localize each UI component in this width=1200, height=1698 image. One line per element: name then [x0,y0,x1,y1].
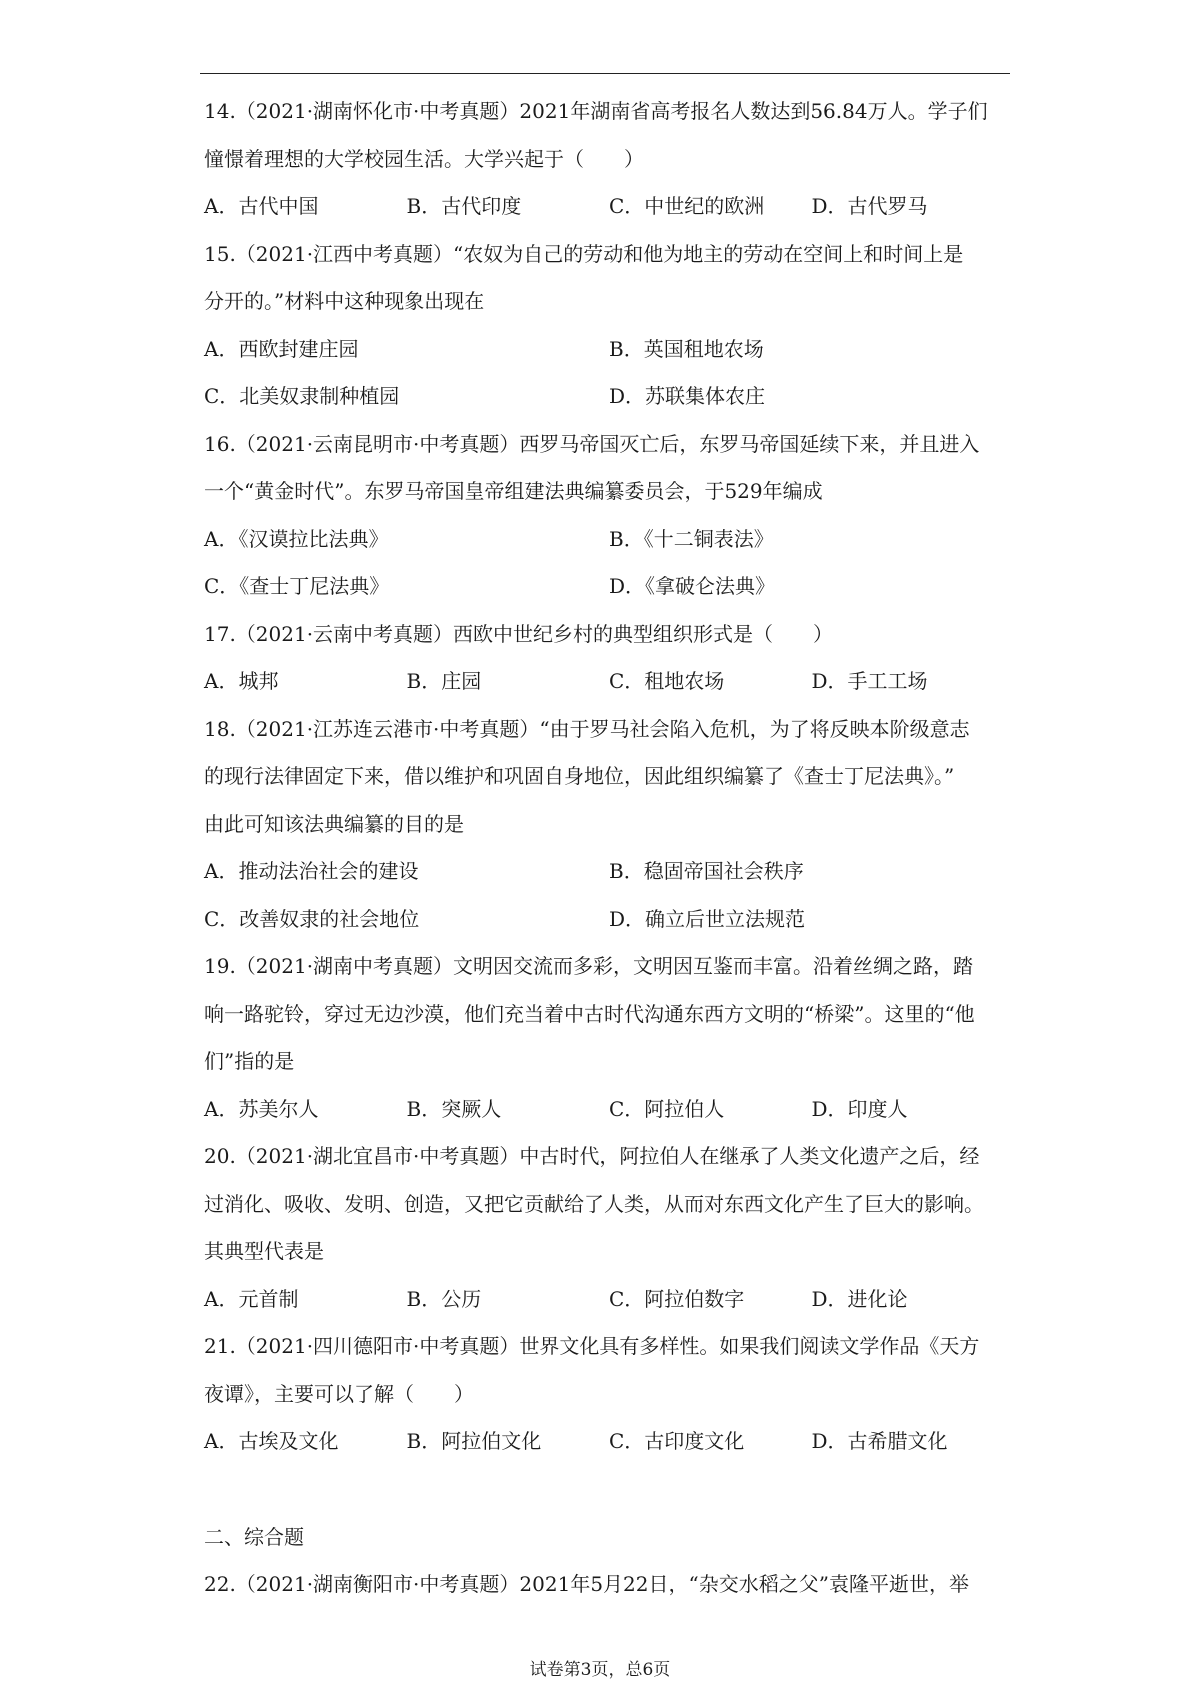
page-footer: 试卷第3页，总6页 [529,1660,671,1680]
question-text-line: 响一路驼铃，穿过无边沙漠，他们充当着中古时代沟通东西方文明的“桥梁”。这里的“他 [204,1001,975,1026]
options-row [204,848,1014,896]
options-row [204,183,1014,231]
option-c: C．古印度文化 [609,1429,745,1453]
options-row [204,896,1014,944]
option-c: C．阿拉伯数字 [609,1286,745,1311]
option-d: D．确立后世立法规范 [609,906,806,931]
question-16 [204,421,1014,611]
option-a: A．推动法治社会的建设 [204,859,419,883]
section-gap [204,1466,1014,1514]
option-d: D．印度人 [811,1096,908,1121]
options-row [204,563,1014,611]
option-a: A．西欧封建庄园 [204,336,359,361]
question-20 [204,1133,1014,1323]
option-b: B．庄园 [406,669,482,693]
option-a: A．古代中国 [204,194,319,218]
option-b: B．英国租地农场 [609,336,764,361]
option-b: B．《十二铜表法》 [609,526,774,551]
option-b: B．公历 [406,1286,482,1311]
option-b: B．突厥人 [406,1096,502,1121]
question-text-line: 21.（2021·四川德阳市·中考真题）世界文化具有多样性。如果我们阅读文学作品《天方 [204,1334,980,1358]
option-c: C．《查士丁尼法典》 [204,574,390,598]
question-text-line: 们”指的是 [204,1049,295,1073]
option-c: C．中世纪的欧洲 [609,194,765,218]
option-a: A．城邦 [204,669,279,693]
question-text-line: 分开的。”材料中这种现象出现在 [204,289,485,313]
option-a: A．《汉谟拉比法典》 [204,526,389,551]
option-a: A．古埃及文化 [204,1429,339,1453]
section-heading: 二、综合题 [204,1524,304,1549]
option-d: D．《拿破仑法典》 [609,574,776,598]
option-c: C．北美奴隶制种植园 [204,384,400,408]
option-d: D．古代罗马 [811,194,928,218]
question-text-line: 18.（2021·江苏连云港市·中考真题）“由于罗马社会陷入危机，为了将反映本阶级意志 [204,716,970,741]
option-c: C．租地农场 [609,669,725,693]
options-row [204,1418,1014,1466]
question-text-line: 19.（2021·湖南中考真题）文明因交流而多彩，文明因互鉴而丰富。沿着丝绸之路，踏 [204,954,974,978]
options-row [204,1276,1014,1324]
question-text-line: 夜谭》，主要可以了解（ ） [204,1381,474,1406]
options-row [204,326,1014,374]
question-19 [204,943,1014,1133]
question-text-line: 过消化、吸收、发明、创造，又把它贡献给了人类，从而对东西文化产生了巨大的影响。 [204,1191,984,1216]
option-b: B．阿拉伯文化 [406,1429,542,1453]
option-d: D．苏联集体农庄 [609,384,766,408]
question-21 [204,1323,1014,1466]
option-b: B．稳固帝国社会秩序 [609,859,804,883]
question-text-line: 15.（2021·江西中考真题）“农奴为自己的劳动和他为地主的劳动在空间上和时间上是 [204,241,964,266]
options-row [204,658,1014,706]
options-row [204,1086,1014,1134]
question-text-line: 一个“黄金时代”。东罗马帝国皇帝组建法典编纂委员会，于529年编成 [204,479,823,503]
question-text-line: 14.（2021·湖南怀化市·中考真题）2021年湖南省高考报名人数达到56.84万人。学子们 [204,99,988,123]
question-text-line: 由此可知该法典编纂的目的是 [204,811,464,836]
question-text-line: 的现行法律固定下来，借以维护和巩固自身地位，因此组织编纂了《查士丁尼法典》。” [204,764,955,788]
question-text-line: 17.（2021·云南中考真题）西欧中世纪乡村的典型组织形式是（ ） [204,621,834,646]
question-18 [204,706,1014,944]
option-d: D．古希腊文化 [811,1429,948,1453]
question-22-text-line: 22.（2021·湖南衡阳市·中考真题）2021年5月22日，“杂交水稻之父”袁隆平逝世，举 [204,1572,969,1596]
option-b: B．古代印度 [406,194,522,218]
option-d: D．进化论 [811,1286,908,1311]
options-row [204,516,1014,564]
options-row [204,373,1014,421]
question-17 [204,611,1014,706]
question-text-line: 其典型代表是 [204,1239,324,1263]
option-a: A．元首制 [204,1286,299,1311]
option-c: C．阿拉伯人 [609,1096,725,1121]
question-14 [204,88,1014,231]
question-text-line: 20.（2021·湖北宜昌市·中考真题）中古时代，阿拉伯人在继承了人类文化遗产之后，经 [204,1144,980,1168]
question-text-line: 憧憬着理想的大学校园生活。大学兴起于（ ） [204,146,644,171]
exam-content [204,88,1014,1609]
question-15 [204,231,1014,421]
option-a: A．苏美尔人 [204,1096,319,1121]
option-c: C．改善奴隶的社会地位 [204,906,420,931]
question-text-line: 16.（2021·云南昆明市·中考真题）西罗马帝国灭亡后，东罗马帝国延续下来，并且进入 [204,431,980,456]
option-d: D．手工工场 [811,669,928,693]
header-rule [200,73,1010,74]
